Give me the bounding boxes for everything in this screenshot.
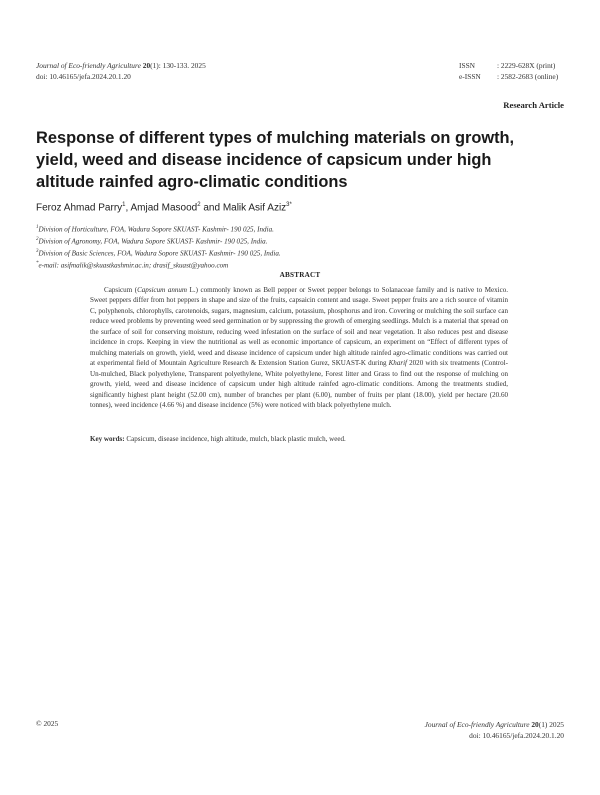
author-name: Feroz Ahmad Parry <box>36 202 123 214</box>
abstract-heading: ABSTRACT <box>279 271 321 279</box>
issn-value: : 2229-628X (print) <box>497 61 556 70</box>
species-name: Capsicum annum <box>137 286 187 294</box>
issn-line <box>459 60 558 71</box>
affiliation-marker: 3 <box>36 248 39 254</box>
journal-citation-header <box>36 60 206 82</box>
affiliation-text: Division of Agronomy, FOA, Wadura Sopore SKUAST- Kashmir- 190 025, India. <box>38 237 268 246</box>
journal-citation-line <box>36 60 206 71</box>
affiliation-text: Division of Basic Sciences, FOA, Wadura Sopore SKUAST- Kashmir- 190 025, India. <box>38 249 281 258</box>
footer-doi: doi: 10.46165/jefa.2024.20.1.20 <box>469 731 564 740</box>
season-name: Kharif <box>388 359 408 368</box>
author-affiliation-marker: 1 <box>122 202 126 208</box>
keywords-text: Capsicum, disease incidence, high altitude, mulch, black plastic mulch, weed. <box>124 435 346 443</box>
eissn-label: e-ISSN <box>459 72 481 81</box>
keywords <box>90 435 508 443</box>
journal-name: Journal of Eco-friendly Agriculture <box>36 61 141 70</box>
eissn-line <box>459 71 558 82</box>
abstract-text: 2020 with six treatments (Control- Un-mulched, Black polyethylene, Transparent polyethylene, White polyethylene, Forest litter and Grass to find out the response of mulching on growth, yield, weed and disease incidence of capsicum under high altitude rainfed agro-climatic conditions. Among the treatments studied, significantly highest plant height (52.00 cm), number of branches per plant (6.00), number of fruits per plant (18.00), yield per hectare (20.60 tonnes), weed incidence (4.66 %) and disease incidence (5%) were noticed with black polyethylene mulch. <box>90 359 508 409</box>
footer-journal-line <box>425 719 564 730</box>
issn-label: ISSN <box>459 61 476 70</box>
author-affiliation-marker: 2 <box>197 202 201 208</box>
eissn-value: : 2582-2683 (online) <box>497 72 559 81</box>
footer-journal-name: Journal of Eco-friendly Agriculture <box>424 720 530 729</box>
affiliation-item <box>36 223 281 235</box>
journal-issue-pages: (1): 130-133. 2025 <box>150 61 206 70</box>
affiliation-marker: * <box>36 260 39 266</box>
affiliation-text: Division of Horticulture, FOA, Wadura Sopore SKUAST- Kashmir- 190 025, India. <box>38 225 274 234</box>
issn-block <box>459 60 558 82</box>
keywords-label: Key words: <box>90 435 125 443</box>
affiliation-item <box>36 259 281 271</box>
affiliation-item <box>36 235 281 247</box>
abstract-text: L.) commonly known as Bell pepper or Sweet pepper belongs to Solanaceae family and is native to Mexico. Sweet peppers differ from hot peppers in shape and size of the fruits, capsaicin content and usage. Sweet pepper fruits are a rich source of vitamin C, polyphenols, chlorophylls, carotenoids, sugars, magnesium, calcium, potassium, phosphorus and iron. Covering or mulching the soil surface can reduce weed problems by preventing weed seed germination or by suppressing the growth of emerging seedlings. Mulch is a material that spread on the surface of soil for conserving moisture, reducing weed infestation on the surface of soil and near vegetation. It also reduces pest and disease incidence in crops. Keeping in view the nutritional as well as economic importance of capsicum, an experiment on “Effect of different types of mulching materials on growth, yield, weed and disease incidence of capsicum under high altitude rainfed agro-climatic conditions was carried out at experimental field of Mountain Agriculture Research & Extension Station Gurez, SKUAST-K during <box>90 286 508 368</box>
footer-issue-year: (1) 2025 <box>538 720 564 729</box>
abstract-body <box>90 285 508 410</box>
header-doi: doi: 10.46165/jefa.2024.20.1.20 <box>36 72 131 81</box>
abstract-text: Capsicum ( <box>104 286 138 294</box>
copyright: © 2025 <box>36 719 59 728</box>
abstract-paragraph <box>90 285 508 410</box>
journal-volume: 20 <box>142 61 151 70</box>
author-name: Malik Asif Aziz <box>222 202 287 214</box>
title-line: altitude rainfed agro-climatic conditions <box>36 173 348 191</box>
author-conjunction: and <box>203 202 221 214</box>
author-list: Feroz Ahmad Parry$^1$, Amjad Masood$^2$ and Malik Asif Aziz$^{3*}$ <box>36 202 292 214</box>
affiliation-item <box>36 247 281 259</box>
title-line: yield, weed and disease incidence of capsicum under high <box>36 151 492 169</box>
paper-title <box>36 127 566 193</box>
affiliation-marker: 2 <box>36 236 39 242</box>
author-affiliation-marker: 3* <box>286 202 292 208</box>
title-line: Response of different types of mulching materials on growth, <box>36 129 515 147</box>
footer-volume: 20 <box>531 720 539 729</box>
affiliation-marker: 1 <box>36 225 39 230</box>
corresponding-email: e-mail: asifmalik@skuastkashmir.ac.in; drasif_skuast@yahoo.com <box>38 261 229 270</box>
affiliation-list <box>36 223 281 271</box>
author-name: Amjad Masood <box>130 202 198 214</box>
footer-citation <box>425 719 564 741</box>
article-type: Research Article <box>503 100 564 110</box>
